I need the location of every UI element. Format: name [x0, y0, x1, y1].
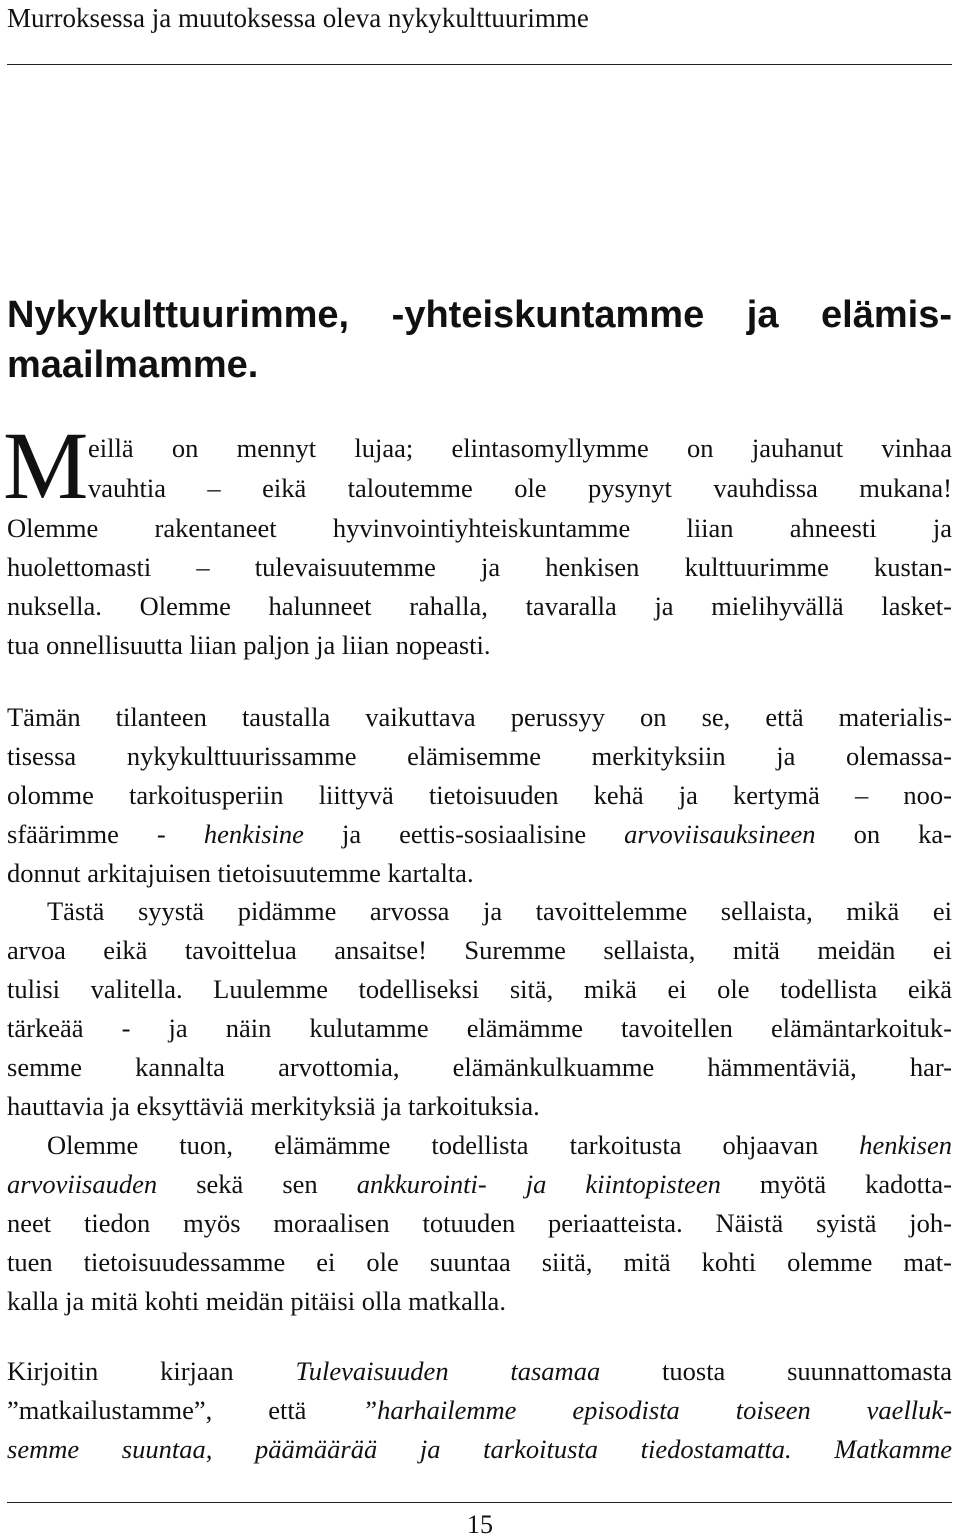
text-span: sekä sen — [157, 1169, 357, 1199]
text-line: semme kannalta arvottomia, elämänkulkuamme hämmentäviä, har- — [7, 1052, 952, 1082]
text-line — [7, 1392, 952, 1428]
section-title-line-1: Nykykulttuurimme, -yhteiskuntamme ja elämis- — [7, 294, 952, 336]
text-line: nuksella. Olemme halunneet rahalla, tavaralla ja mielihyvällä lasket- — [7, 591, 952, 621]
italic-term: arvoviisauden — [7, 1169, 158, 1199]
text-line — [7, 816, 952, 852]
text-span: Kirjoitin kirjaan — [7, 1356, 296, 1386]
page-number: 15 — [467, 1510, 493, 1539]
text-line: arvoa eikä tavoittelua ansaitse! Suremme sellaista, mitä meidän ei — [7, 935, 952, 965]
text-line: kalla ja mitä kohti meidän pitäisi olla matkalla. — [7, 1286, 506, 1316]
text-line: tua onnellisuutta liian paljon ja liian nopeasti. — [7, 630, 491, 660]
text-line: eillä on mennyt lujaa; elintasomyllymme on jauhanut vinhaa — [88, 433, 952, 463]
text-line: donnut arkitajuisen tietoisuutemme kartalta. — [7, 858, 474, 888]
text-span: ja eettis-sosiaalisine — [303, 819, 625, 849]
text-span: Olemme tuon, elämämme todellista tarkoitusta ohjaavan — [47, 1130, 860, 1160]
running-header: Murroksessa ja muutoksessa oleva nykykulttuurimme — [7, 3, 589, 33]
text-line: Tämän tilanteen taustalla vaikuttava perussyy on se, että materialis- — [7, 702, 952, 732]
section-title-line-2: maailmamme. — [7, 344, 259, 386]
text-line — [47, 1127, 952, 1163]
text-line: tulisi valitella. Luulemme todelliseksi sitä, mikä ei ole todellista eikä — [7, 974, 952, 1004]
text-line: Olemme rakentaneet hyvinvointiyhteiskuntamme liian ahneesti ja — [7, 513, 952, 543]
drop-cap: M — [3, 412, 89, 519]
italic-term: henkisine — [203, 819, 304, 849]
italic-term: ”harhailemme episodista toiseen vaelluk- — [362, 1395, 953, 1425]
text-line — [7, 1353, 952, 1389]
text-line: Tästä syystä pidämme arvossa ja tavoittelemme sellaista, mikä ei — [47, 896, 952, 926]
text-line: huolettomasti – tulevaisuutemme ja henkisen kulttuurimme kustan- — [7, 552, 952, 582]
italic-term: Matkamme — [791, 1434, 952, 1464]
italic-term: ankkurointi- ja kiintopisteen — [356, 1169, 721, 1199]
text-line: tisessa nykykulttuurissamme elämisemme merkityksiin ja olemassa- — [7, 741, 952, 771]
text-line: hauttavia ja eksyttäviä merkityksiä ja tarkoituksia. — [7, 1091, 540, 1121]
text-span: ”matkailustamme”, että — [7, 1395, 363, 1425]
italic-term: Tulevaisuuden tasamaa — [295, 1356, 601, 1386]
text-line: olomme tarkoitusperiin liittyvä tietoisuuden kehä ja kertymä – noo- — [7, 780, 952, 810]
section-title — [7, 290, 952, 390]
italic-term: semme suuntaa, päämäärää ja tarkoitusta tiedostamatta. — [7, 1434, 792, 1464]
text-line: tärkeää - ja näin kulutamme elämämme tavoitellen elämäntarkoituk- — [7, 1013, 952, 1043]
header-divider — [7, 64, 952, 65]
footer-divider — [7, 1502, 952, 1503]
text-line — [7, 1166, 952, 1202]
text-line — [7, 1431, 952, 1467]
text-span: on ka- — [815, 819, 952, 849]
text-line: vauhtia – eikä taloutemme ole pysynyt vauhdissa mukana! — [88, 473, 952, 503]
italic-term: arvoviisauksineen — [624, 819, 816, 849]
text-span: sfäärimme - — [7, 819, 204, 849]
text-span: tuosta suunnattomasta — [600, 1356, 952, 1386]
text-line: neet tiedon myös moraalisen totuuden periaatteista. Näistä syistä joh- — [7, 1208, 952, 1238]
text-span: myötä kadotta- — [720, 1169, 952, 1199]
italic-term: henkisen — [859, 1130, 952, 1160]
text-line: tuen tietoisuudessamme ei ole suuntaa siitä, mitä kohti olemme mat- — [7, 1247, 952, 1277]
